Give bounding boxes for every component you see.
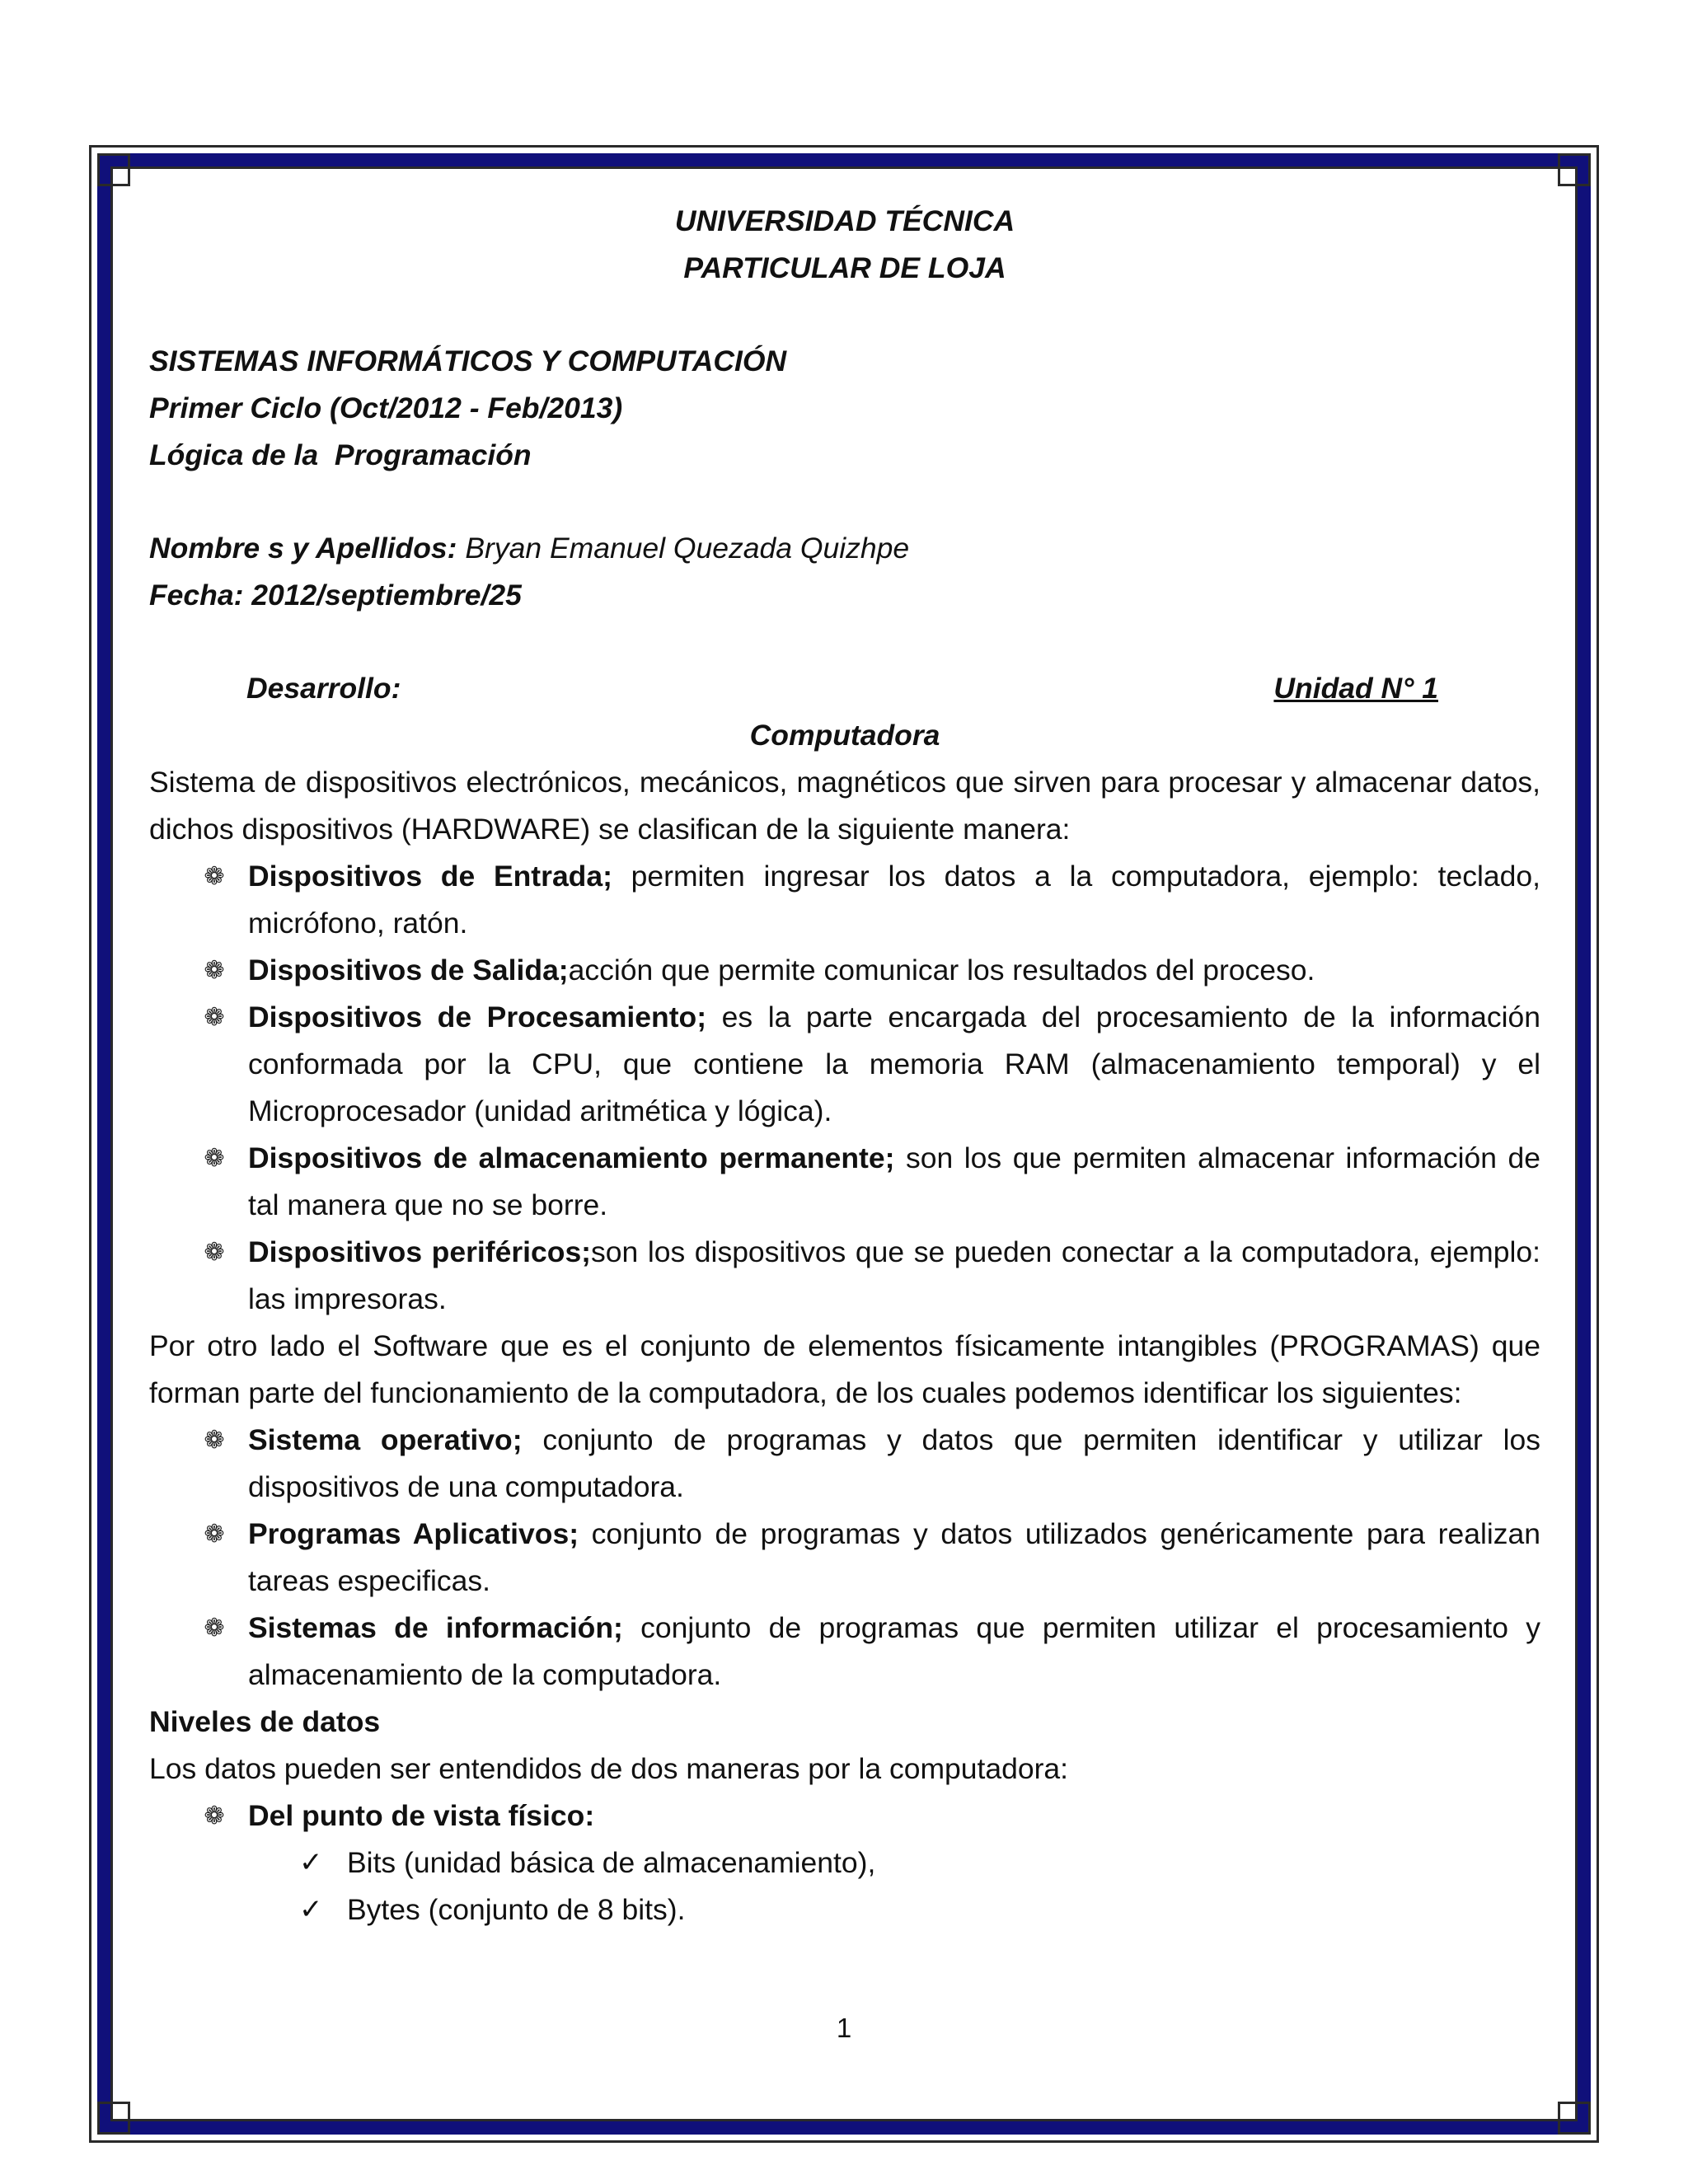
bullet-icon: ❁ — [204, 1145, 225, 1172]
list-item-term: Programas Aplicativos; — [248, 1517, 579, 1550]
student-name — [149, 525, 1540, 572]
list-item-term: Sistemas de información; — [248, 1611, 623, 1644]
check-item-text: Bytes (conjunto de 8 bits). — [347, 1893, 686, 1926]
list-item-term: Del punto de vista físico: — [248, 1799, 595, 1832]
bullet-icon: ❁ — [204, 1802, 225, 1830]
desarrollo-label: Desarrollo: — [246, 672, 401, 705]
border-corner-ornament — [1558, 153, 1591, 186]
list-item-term: Sistema operativo; — [248, 1423, 523, 1456]
list-item-text: conjunto de programas y datos utilizados genéricamente para realizan tareas especificas. — [248, 1517, 1540, 1597]
niveles-checklist — [149, 1840, 1540, 1933]
list-item-text: son los que permiten almacenar información de tal manera que no se borre. — [248, 1141, 1540, 1221]
border-corner-ornament — [1558, 2102, 1591, 2135]
niveles-list — [149, 1793, 1540, 1840]
bullet-icon: ❁ — [204, 1615, 225, 1642]
list-item — [149, 1840, 1540, 1886]
hardware-list — [149, 853, 1540, 1323]
list-item — [149, 1229, 1540, 1323]
list-item — [149, 1886, 1540, 1933]
list-item — [149, 1511, 1540, 1605]
border-corner-ornament — [97, 2102, 130, 2135]
bullet-icon: ❁ — [204, 1004, 225, 1031]
subject: Lógica de la Programación — [149, 438, 532, 471]
list-item — [149, 994, 1540, 1135]
bullet-icon: ❁ — [204, 1427, 225, 1454]
software-list — [149, 1417, 1540, 1699]
list-item-text: son los dispositivos que se pueden conectar a la computadora, ejemplo: las impresoras. — [248, 1235, 1540, 1315]
cycle: Primer Ciclo (Oct/2012 - Feb/2013) — [149, 391, 623, 424]
list-item — [149, 1135, 1540, 1229]
bullet-icon: ❁ — [204, 1239, 225, 1266]
list-item-term: Dispositivos de Entrada; — [248, 860, 612, 893]
student-name-label: Nombre s y Apellidos: — [149, 532, 457, 565]
list-item-term: Dispositivos de Procesamiento; — [248, 1001, 707, 1033]
list-item — [149, 1605, 1540, 1699]
bullet-icon: ❁ — [204, 957, 225, 984]
niveles-heading: Niveles de datos — [149, 1705, 381, 1738]
student-name-value: Bryan Emanuel Quezada Quizhpe — [457, 532, 910, 565]
list-item — [149, 853, 1540, 947]
program-name: SISTEMAS INFORMÁTICOS Y COMPUTACIÓN — [149, 344, 787, 377]
check-item-text: Bits (unidad básica de almacenamiento), — [347, 1846, 876, 1879]
list-item-term: Dispositivos de almacenamiento permanente; — [248, 1141, 895, 1174]
software-paragraph: Por otro lado el Software que es el conjunto de elementos físicamente intangibles (PROGRAMAS) que forman parte del funcionamiento de la computadora, de los cuales podemos identificar los siguientes: — [149, 1329, 1540, 1409]
list-item-text: conjunto de programas y datos que permiten identificar y utilizar los dispositivos de una computadora. — [248, 1423, 1540, 1503]
date: Fecha: 2012/septiembre/25 — [149, 579, 522, 612]
list-item — [149, 1417, 1540, 1511]
document-body — [149, 198, 1540, 1933]
list-item-text: acción que permite comunicar los resultados del proceso. — [568, 954, 1315, 987]
section-header-row — [149, 665, 1540, 712]
checkmark-icon: ✓ — [299, 1894, 323, 1925]
list-item-text: conjunto de programas que permiten utilizar el procesamiento y almacenamiento de la computadora. — [248, 1611, 1540, 1691]
page-number: 1 — [836, 2013, 852, 2043]
list-item-text: es la parte encargada del procesamiento de la información conformada por la CPU, que contiene la memoria RAM (almacenamiento temporal) y el Microprocesador (unidad aritmética y lógica). — [248, 1001, 1540, 1127]
university-title-line2: PARTICULAR DE LOJA — [683, 251, 1006, 284]
list-item — [149, 947, 1540, 994]
list-item-term: Dispositivos periféricos; — [248, 1235, 592, 1268]
checkmark-icon: ✓ — [299, 1847, 323, 1878]
list-item-term: Dispositivos de Salida; — [248, 954, 569, 987]
university-title-line1: UNIVERSIDAD TÉCNICA — [674, 204, 1015, 237]
border-corner-ornament — [97, 153, 130, 186]
intro-paragraph: Sistema de dispositivos electrónicos, mecánicos, magnéticos que sirven para procesar y almacenar datos, dichos dispositivos (HARDWARE) se clasifican de la siguiente manera: — [149, 766, 1540, 846]
section-title: Computadora — [749, 719, 940, 752]
unidad-label: Unidad N° 1 — [1273, 672, 1438, 705]
bullet-icon: ❁ — [204, 1521, 225, 1548]
niveles-intro: Los datos pueden ser entendidos de dos maneras por la computadora: — [149, 1752, 1069, 1785]
bullet-icon: ❁ — [204, 863, 225, 890]
list-item-text: permiten ingresar los datos a la computadora, ejemplo: teclado, micrófono, ratón. — [248, 860, 1540, 940]
list-item — [149, 1793, 1540, 1840]
